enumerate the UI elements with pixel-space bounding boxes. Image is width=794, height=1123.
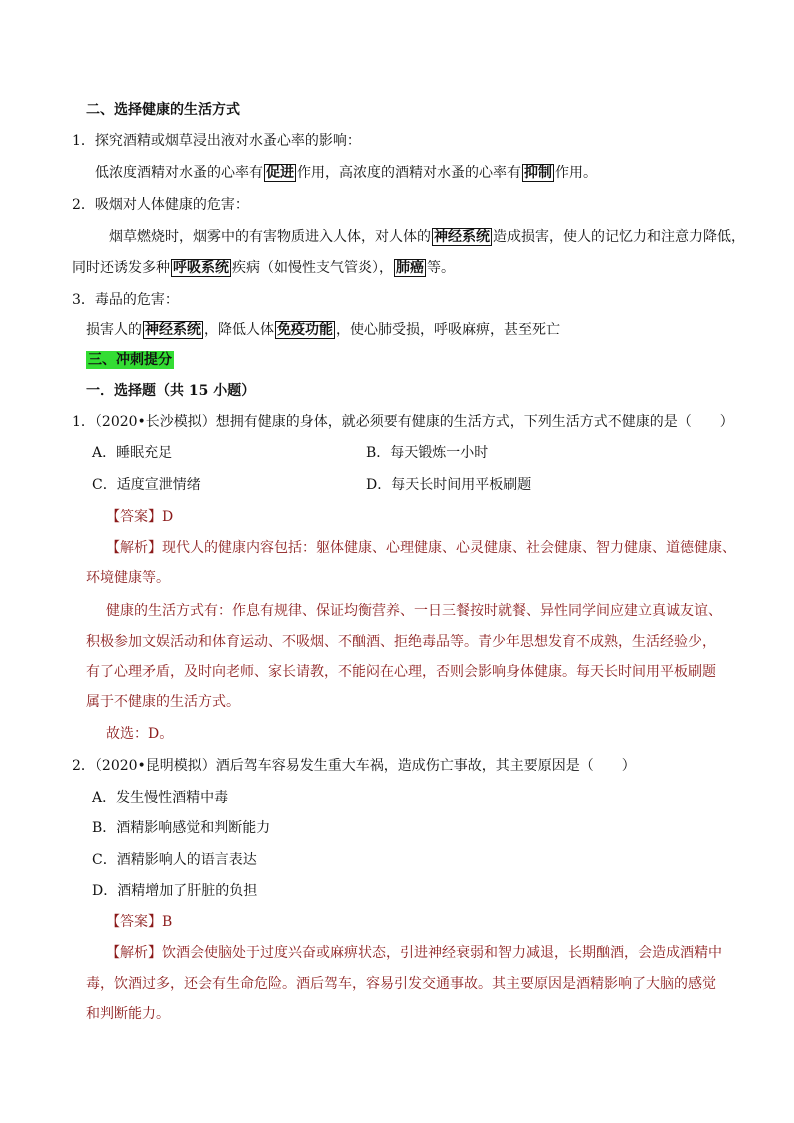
item2-text-5: 等。 (427, 260, 455, 276)
q1-option-d: D．每天长时间用平板刷题 (366, 477, 532, 493)
section-heading-healthy-lifestyle: 二、选择健康的生活方式 (86, 102, 240, 118)
item3-title: 3．毒品的危害： (72, 292, 179, 308)
q1-answer: 【答案】D (106, 509, 174, 525)
item1-text-2: 作用，高浓度的酒精对水蚤的心率有 (297, 165, 521, 181)
q1-option-a: A．睡眠充足 (92, 445, 173, 461)
item3-content (86, 320, 560, 340)
keyword-nervous-system: 神经系统 (434, 229, 490, 245)
q1-analysis-line: 积极参加文娱活动和体育运动、不吸烟、不酗酒、拒绝毒品等。青少年思想发育不成熟，生活经验少， (86, 634, 716, 650)
subsection-multiple-choice: 一．选择题（共 15 小题） (86, 383, 256, 399)
q1-analysis-line: 【解析】现代人的健康内容包括：躯体健康、心理健康、心灵健康、社会健康、智力健康、道德健康、 (106, 540, 736, 556)
q2-analysis-line: 【解析】饮酒会使脑处于过度兴奋或麻痹状态，引进神经衰弱和智力减退，长期酗酒，会造成酒精中 (106, 945, 722, 961)
q1-stem: 1．（2020•长沙模拟）想拥有健康的身体，就必须要有健康的生活方式，下列生活方式不健康的是（ ） (72, 414, 734, 430)
q1-conclusion: 故选：D。 (106, 726, 174, 742)
item3-text-1: 损害人的 (86, 322, 142, 338)
item2-content-line1 (109, 227, 745, 247)
item2-title: 2．吸烟对人体健康的危害： (72, 197, 249, 213)
item2-text-2: 造成损害，使人的记忆力和注意力降低， (493, 229, 745, 245)
item2-content-line2 (72, 258, 455, 278)
section-heading-sprint (86, 350, 174, 370)
item1-content (95, 163, 597, 183)
q2-option-c: C．酒精影响人的语言表达 (92, 852, 257, 868)
q1-option-b: B．每天锻炼一小时 (366, 445, 489, 461)
q1-option-c: C．适度宣泄情绪 (92, 477, 201, 493)
q2-option-a: A．发生慢性酒精中毒 (92, 790, 229, 806)
item3-text-3: ，使心肺受损，呼吸麻痹，甚至死亡 (336, 322, 560, 338)
q1-analysis-line: 有了心理矛盾，及时向老师、家长请教，不能闷在心理，否则会影响身体健康。每天长时间用平板刷题 (86, 664, 716, 680)
item2-text-3: 同时还诱发多种 (72, 260, 170, 276)
keyword-inhibit: 抑制 (524, 165, 552, 181)
q2-analysis-line: 毒，饮酒过多，还会有生命危险。酒后驾车，容易引发交通事故。其主要原因是酒精影响了大脑的感觉 (86, 976, 716, 992)
keyword-promote: 促进 (266, 165, 294, 181)
keyword-respiratory-system: 呼吸系统 (173, 260, 229, 276)
item1-text-1: 低浓度酒精对水蚤的心率有 (95, 165, 263, 181)
q2-stem: 2．（2020•昆明模拟）酒后驾车容易发生重大车祸，造成伤亡事故，其主要原因是（ ） (72, 758, 636, 774)
q2-option-d: D．酒精增加了肝脏的负担 (92, 883, 258, 899)
section-heading-sprint-label: 三、冲刺提分 (88, 352, 172, 368)
q2-analysis-line: 和判断能力。 (86, 1006, 170, 1022)
keyword-lung-cancer: 肺癌 (396, 260, 424, 276)
q1-analysis-line: 健康的生活方式有：作息有规律、保证均衡营养、一日三餐按时就餐、异性同学间应建立真诚友谊、 (106, 603, 722, 619)
q1-analysis-line: 环境健康等。 (86, 570, 170, 586)
keyword-nervous-system-2: 神经系统 (145, 322, 201, 338)
item3-text-2: ，降低人体 (204, 322, 274, 338)
item1-text-3: 作用。 (555, 165, 597, 181)
item2-text-1: 烟草燃烧时，烟雾中的有害物质进入人体，对人体的 (109, 229, 431, 245)
keyword-immune-function: 免疫功能 (277, 322, 333, 338)
q1-analysis-line: 属于不健康的生活方式。 (86, 694, 240, 710)
item2-text-4: 疾病（如慢性支气管炎）， (232, 260, 393, 276)
q2-option-b: B．酒精影响感觉和判断能力 (92, 820, 271, 836)
q2-answer: 【答案】B (106, 914, 173, 930)
item1-title: 1．探究酒精或烟草浸出液对水蚤心率的影响： (72, 133, 361, 149)
